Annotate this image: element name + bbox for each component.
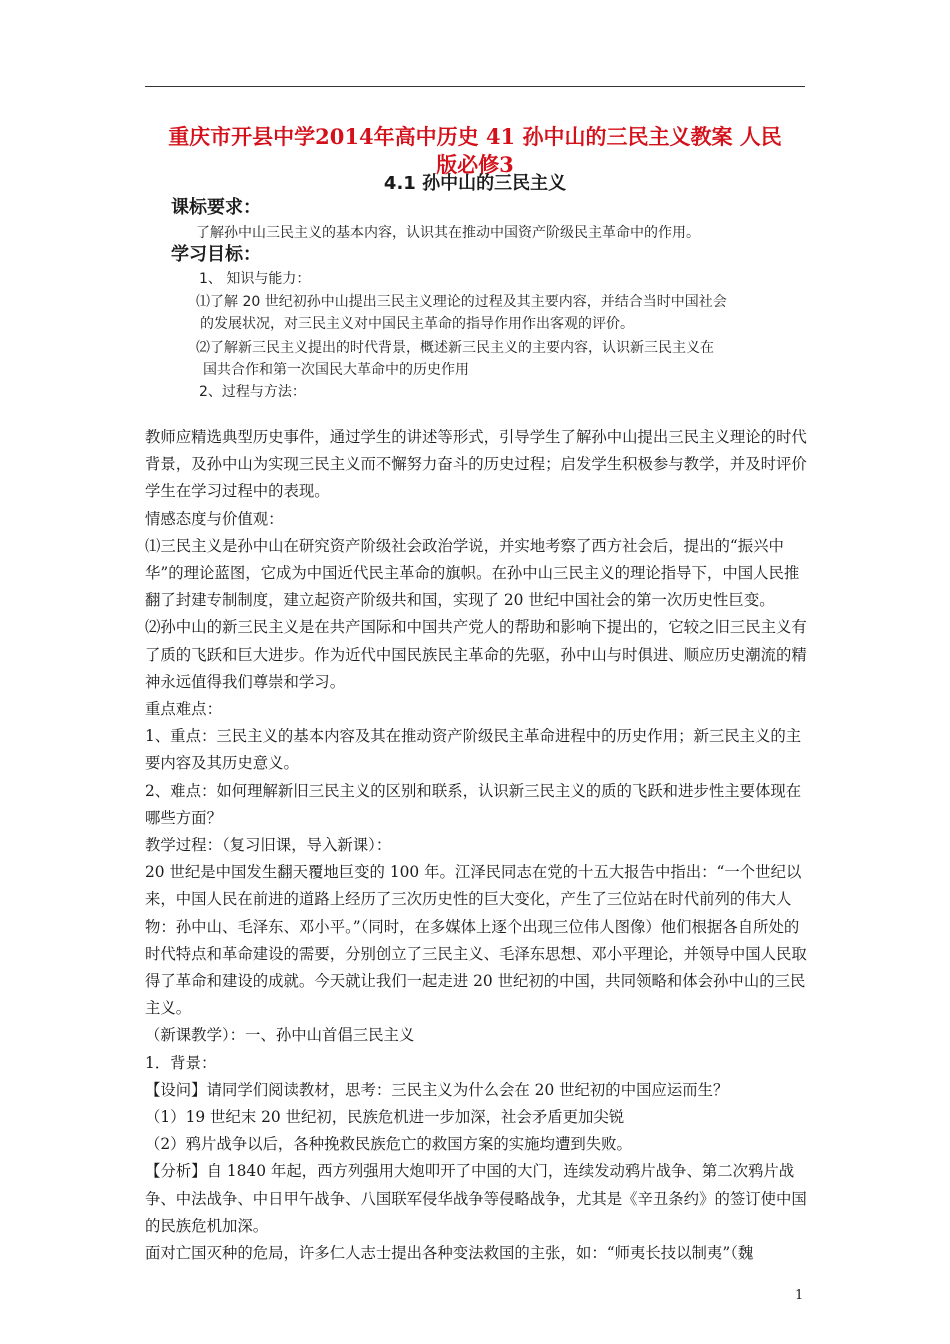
body-paragraph: 2、难点：如何理解新旧三民主义的区别和联系，认识新三民主义的质的飞跃和进步性主要体现在哪些方面？	[145, 781, 802, 827]
document-title-line2: 版必修3	[436, 152, 514, 177]
goal-process-title: 2、过程与方法：	[199, 384, 306, 400]
body-paragraph: ⑵孙中山的新三民主义是在共产国际和中国共产党人的帮助和影响下提出的，它较之旧三民主义有了质的飞跃和巨大进步。作为近代中国民族民主革命的先驱，孙中山与时俱进、顺应历史潮流的精神永远值得我们尊崇和学习。	[145, 618, 807, 691]
body-paragraph: 20 世纪是中国发生翻天覆地巨变的 100 年。江泽民同志在党的十五大报告中指出：“一个世纪以来，中国人民在前进的道路上经历了三次历史性的巨大变化，产生了三位站在时代前列的伟大人物：孙中山、毛泽东、邓小平。”（同时，在多媒体上逐个出现三位伟人图像）他们根据各自所处的时代特点和革命建设的需要，分别创立了三民主义、毛泽东思想、邓小平理论，并领导中国人民取得了革命和建设的成就。今天就让我们一起走进 20 世纪初的中国，共同领略和体会孙中山的三民主义。	[145, 863, 807, 1018]
body-paragraph: 面对亡国灭种的危局，许多仁人志士提出各种变法救国的主张，如：“师夷长技以制夷”（魏	[145, 1244, 754, 1263]
header-rule	[145, 86, 805, 87]
lesson-body	[145, 424, 810, 1267]
body-paragraph: （新课教学）：一、孙中山首倡三民主义	[145, 1026, 415, 1045]
document-title-line1: 重庆市开县中学2014年高中历史 41 孙中山的三民主义教案 人民	[168, 124, 782, 149]
body-paragraph: 情感态度与价值观：	[145, 509, 284, 528]
goal-knowledge-item1-line2: 的发展状况，对三民主义对中国民主革命的指导作用作出客观的评价。	[200, 316, 634, 332]
lesson-subtitle: 4.1 孙中山的三民主义	[383, 173, 567, 194]
goal-knowledge-item2-line2: 国共合作和第一次国民大革命中的历史作用	[203, 362, 469, 378]
goal-knowledge-item1-line1: ⑴了解 20 世纪初孙中山提出三民主义理论的过程及其主要内容，并结合当时中国社会	[196, 294, 727, 310]
body-paragraph: 1、重点：三民主义的基本内容及其在推动资产阶级民主革命进程中的历史作用；新三民主义的主要内容及其历史意义。	[145, 727, 802, 773]
body-paragraph: 教学过程：（复习旧课，导入新课）：	[145, 836, 392, 855]
body-paragraph: 1．背景：	[145, 1053, 217, 1072]
body-paragraph: 【设问】请同学们阅读教材，思考：三民主义为什么会在 20 世纪初的中国应运而生？	[145, 1080, 729, 1099]
standards-text: 了解孙中山三民主义的基本内容，认识其在推动中国资产阶级民主革命中的作用。	[196, 225, 700, 241]
section-heading-goals: 学习目标：	[171, 244, 261, 265]
body-paragraph: （1）19 世纪末 20 世纪初，民族危机进一步加深，社会矛盾更加尖锐	[145, 1108, 625, 1127]
page-number: 1	[795, 1288, 804, 1303]
body-paragraph: ⑴三民主义是孙中山在研究资产阶级社会政治学说，并实地考察了西方社会后，提出的“振兴中华”的理论蓝图，它成为中国近代民主革命的旗帜。在孙中山三民主义的理论指导下，中国人民推翻了封建专制制度，建立起资产阶级共和国，实现了 20 世纪中国社会的第一次历史性巨变。	[145, 536, 800, 610]
goal-knowledge-title: 1、 知识与能力：	[199, 271, 311, 287]
goal-knowledge-item2-line1: ⑵了解新三民主义提出的时代背景，概述新三民主义的主要内容，认识新三民主义在	[196, 340, 714, 356]
section-heading-standards: 课标要求：	[171, 197, 261, 218]
body-paragraph: （2）鸦片战争以后，各种挽救民族危亡的救国方案的实施均遭到失败。	[145, 1135, 632, 1154]
body-paragraph: 教师应精选典型历史事件，通过学生的讲述等形式，引导学生了解孙中山提出三民主义理论的时代背景，及孙中山为实现三民主义而不懈努力奋斗的历史过程；启发学生积极参与教学，并及时评价学生在学习过程中的表现。	[145, 428, 807, 501]
body-paragraph: 重点难点：	[145, 700, 222, 719]
body-paragraph: 【分析】自 1840 年起，西方列强用大炮叩开了中国的大门，连续发动鸦片战争、第二次鸦片战争、中法战争、中日甲午战争、八国联军侵华战争等侵略战争，尤其是《辛丑条约》的签订使中国的民族危机加深。	[145, 1162, 807, 1235]
